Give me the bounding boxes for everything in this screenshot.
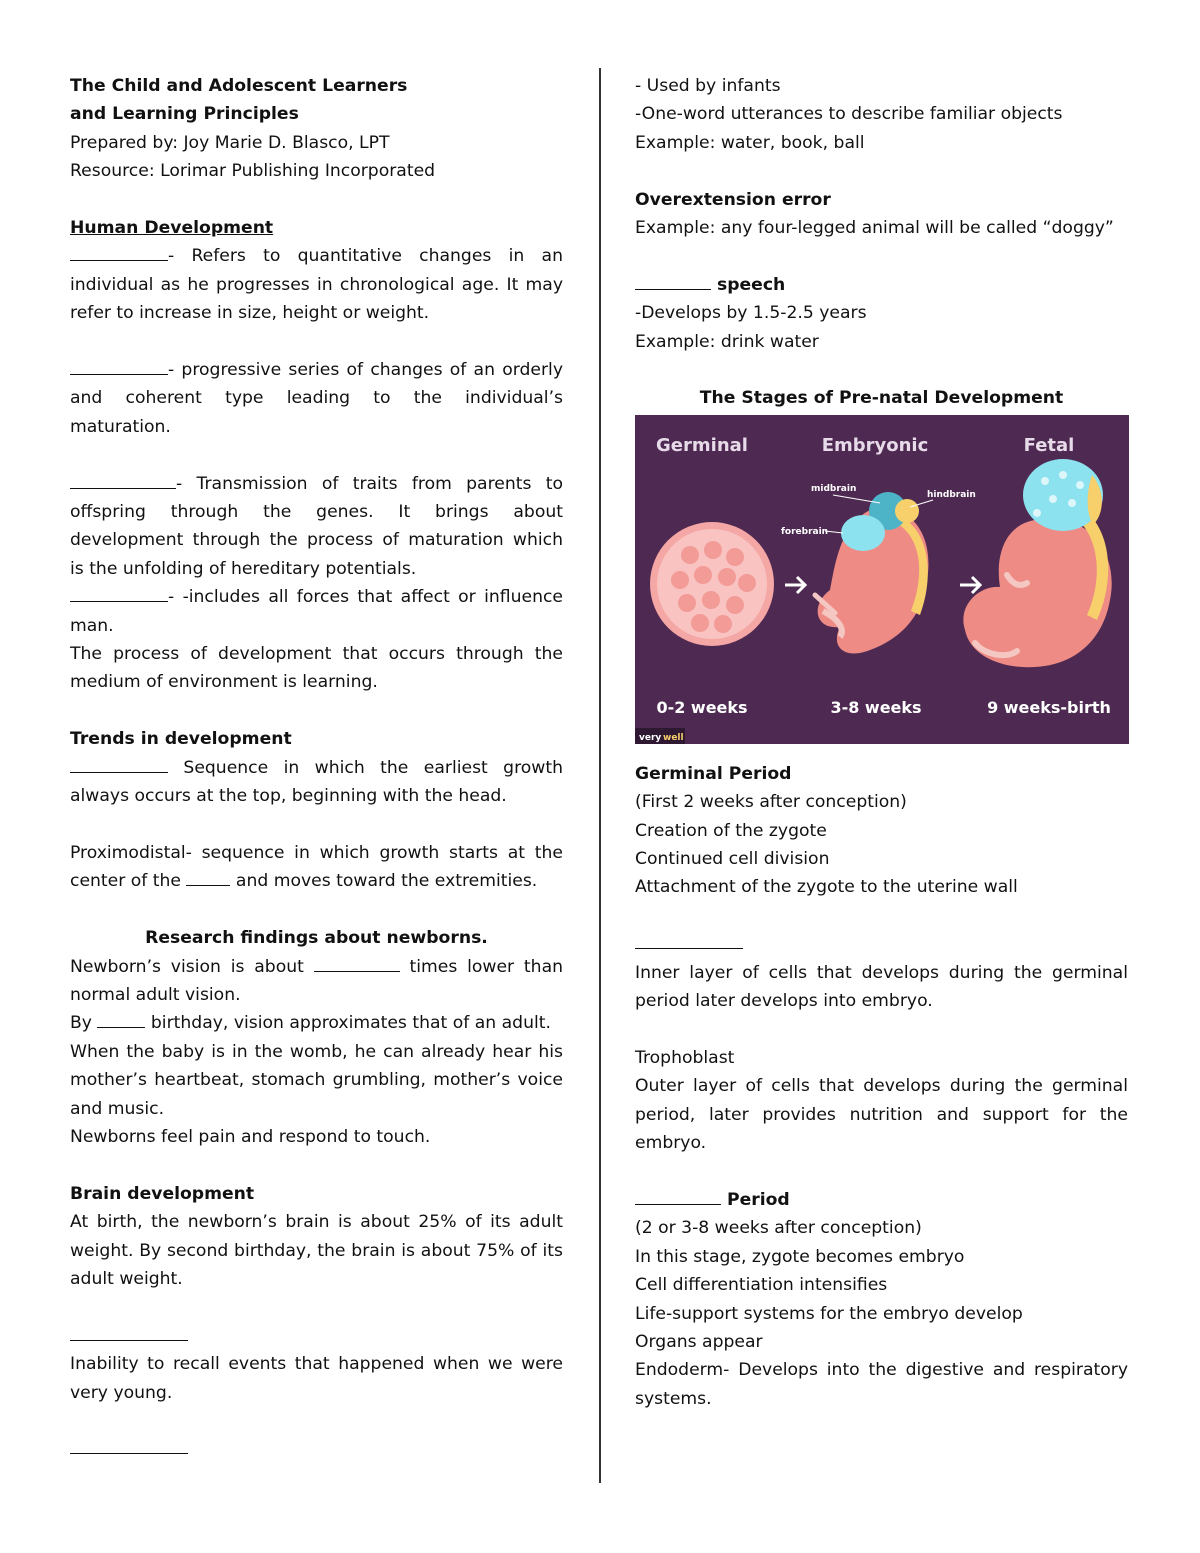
growth-line3: refer to increase in size, height or weight. xyxy=(70,303,430,324)
growth-line1: - Refers to quantitative changes in an xyxy=(70,242,563,270)
inner-layer-line1: Inner layer of cells that develops during the germinal xyxy=(635,962,1128,983)
label-midbrain: midbrain xyxy=(811,483,857,494)
holophrase-example: Example: water, book, ball xyxy=(635,132,865,153)
final-blank-line xyxy=(70,1435,563,1463)
trophoblast-line3: embryo. xyxy=(635,1133,707,1154)
birthday-line: By birthday, vision approximates that of an adult. xyxy=(70,1009,563,1037)
label-fetal: Fetal xyxy=(1023,434,1075,456)
fill-blank xyxy=(70,1322,188,1341)
environment-line2: man. xyxy=(70,615,114,636)
fill-blank xyxy=(70,470,176,489)
brain-line2: weight. By second birthday, the brain is about 75% of its xyxy=(70,1240,563,1261)
amnesia-line1: Inability to recall events that happened when we were xyxy=(70,1354,563,1375)
speech-example: Example: drink water xyxy=(635,331,819,352)
period-line1: (2 or 3-8 weeks after conception) xyxy=(635,1218,922,1239)
zygote-ball xyxy=(650,522,774,646)
period-line2: In this stage, zygote becomes embryo xyxy=(635,1246,965,1267)
trends-heading: Trends in development xyxy=(70,729,292,750)
overextension-example: Example: any four-legged animal will be called “doggy” xyxy=(635,218,1114,239)
label-germinal: Germinal xyxy=(656,434,748,456)
svg-text:well: well xyxy=(663,732,684,743)
brain-heading: Brain development xyxy=(70,1183,255,1204)
learning-line1: The process of development that occurs through the xyxy=(70,644,563,665)
fill-blank xyxy=(314,953,400,972)
germinal-line1: (First 2 weeks after conception) xyxy=(635,792,907,813)
development-line2: and coherent type leading to the individual’s xyxy=(70,388,563,409)
period-line4: Life-support systems for the embryo develop xyxy=(635,1303,1023,1324)
fill-blank xyxy=(70,356,168,375)
development-line1: - progressive series of changes of an orderly xyxy=(70,356,563,384)
fill-blank xyxy=(70,583,168,602)
embryonic-period-heading: Period xyxy=(635,1186,1128,1214)
germinal-line4: Attachment of the zygote to the uterine wall xyxy=(635,877,1018,898)
learning-line2: medium of environment is learning. xyxy=(70,672,378,693)
holophrase-used-by: - Used by infants xyxy=(635,76,781,96)
document-title-line1: The Child and Adolescent Learners xyxy=(70,76,408,96)
vision-line2: normal adult vision. xyxy=(70,984,241,1005)
trophoblast-heading: Trophoblast xyxy=(635,1047,735,1068)
fill-blank xyxy=(70,242,168,261)
environment-line1: - -includes all forces that affect or influence xyxy=(70,583,563,611)
growth-line2: individual as he progresses in chronological age. It may xyxy=(70,274,563,295)
period-line5: Organs appear xyxy=(635,1331,763,1352)
left-column xyxy=(70,72,563,1464)
period-line7: systems. xyxy=(635,1388,712,1409)
blastocyst-blank-line xyxy=(635,930,1128,958)
brain-line1: At birth, the newborn’s brain is about 25% of its adult xyxy=(70,1212,563,1233)
inner-layer-line2: period later develops into embryo. xyxy=(635,991,933,1012)
speech-heading: speech xyxy=(635,271,1128,299)
trophoblast-line2: period, later provides nutrition and support for the xyxy=(635,1104,1128,1125)
label-weeks-fetal: 9 weeks-birth xyxy=(987,697,1111,717)
human-development-heading: Human Development xyxy=(70,218,274,239)
holophrase-desc: -One-word utterances to describe familiar objects xyxy=(635,104,1063,125)
fill-blank xyxy=(635,271,711,290)
period-line3: Cell differentiation intensifies xyxy=(635,1275,888,1296)
fill-blank xyxy=(70,754,168,773)
heredity-line2: offspring through the genes. It brings about xyxy=(70,502,563,523)
germinal-line3: Continued cell division xyxy=(635,849,830,870)
speech-line1: -Develops by 1.5-2.5 years xyxy=(635,303,867,324)
prenatal-stages-figure xyxy=(635,415,1129,744)
stages-heading: The Stages of Pre-natal Development xyxy=(699,388,1064,409)
fill-blank xyxy=(635,1186,721,1205)
period-line6: Endoderm- Develops into the digestive and respiratory xyxy=(635,1360,1128,1381)
trophoblast-line1: Outer layer of cells that develops during the germinal xyxy=(635,1076,1128,1097)
cephalocaudal-line2: always occurs at the top, beginning with the head. xyxy=(70,786,507,807)
label-weeks-germinal: 0-2 weeks xyxy=(656,697,748,717)
prepared-by: Prepared by: Joy Marie D. Blasco, LPT xyxy=(70,132,390,153)
womb-line2: mother’s heartbeat, stomach grumbling, mother’s voice xyxy=(70,1070,563,1091)
fill-blank xyxy=(97,1009,145,1028)
fill-blank xyxy=(186,867,230,886)
fill-blank xyxy=(635,930,743,949)
heredity-line3: development through the process of maturation which xyxy=(70,530,563,551)
amnesia-line2: very young. xyxy=(70,1382,173,1403)
column-divider xyxy=(599,68,601,1483)
womb-line3: and music. xyxy=(70,1098,165,1119)
label-weeks-embryonic: 3-8 weeks xyxy=(830,697,922,717)
resource: Resource: Lorimar Publishing Incorporated xyxy=(70,161,436,182)
heredity-line1: - Transmission of traits from parents to xyxy=(70,470,563,498)
brain-line3: adult weight. xyxy=(70,1268,183,1289)
label-embryonic: Embryonic xyxy=(821,434,929,456)
svg-text:very: very xyxy=(639,732,662,743)
proximodistal-line1: Proximodistal- sequence in which growth starts at the xyxy=(70,842,563,863)
germinal-heading: Germinal Period xyxy=(635,763,792,784)
heredity-line4: is the unfolding of hereditary potentials. xyxy=(70,558,417,579)
vision-line1: Newborn’s vision is about times lower than xyxy=(70,953,563,981)
right-column xyxy=(635,72,1128,1413)
germinal-line2: Creation of the zygote xyxy=(635,820,827,841)
overextension-heading: Overextension error xyxy=(635,189,831,210)
cephalocaudal-line1: Sequence in which the earliest growth xyxy=(70,754,563,782)
pain-line: Newborns feel pain and respond to touch. xyxy=(70,1126,431,1147)
amnesia-blank-line xyxy=(70,1322,563,1350)
label-forebrain: forebrain xyxy=(781,526,829,537)
fill-blank xyxy=(70,1435,188,1454)
label-hindbrain: hindbrain xyxy=(927,489,976,500)
research-heading: Research findings about newborns. xyxy=(145,928,488,949)
document-title-line2: and Learning Principles xyxy=(70,104,299,125)
development-line3: maturation. xyxy=(70,416,171,437)
womb-line1: When the baby is in the womb, he can already hear his xyxy=(70,1041,563,1062)
proximodistal-line2: center of the and moves toward the extremities. xyxy=(70,867,563,895)
